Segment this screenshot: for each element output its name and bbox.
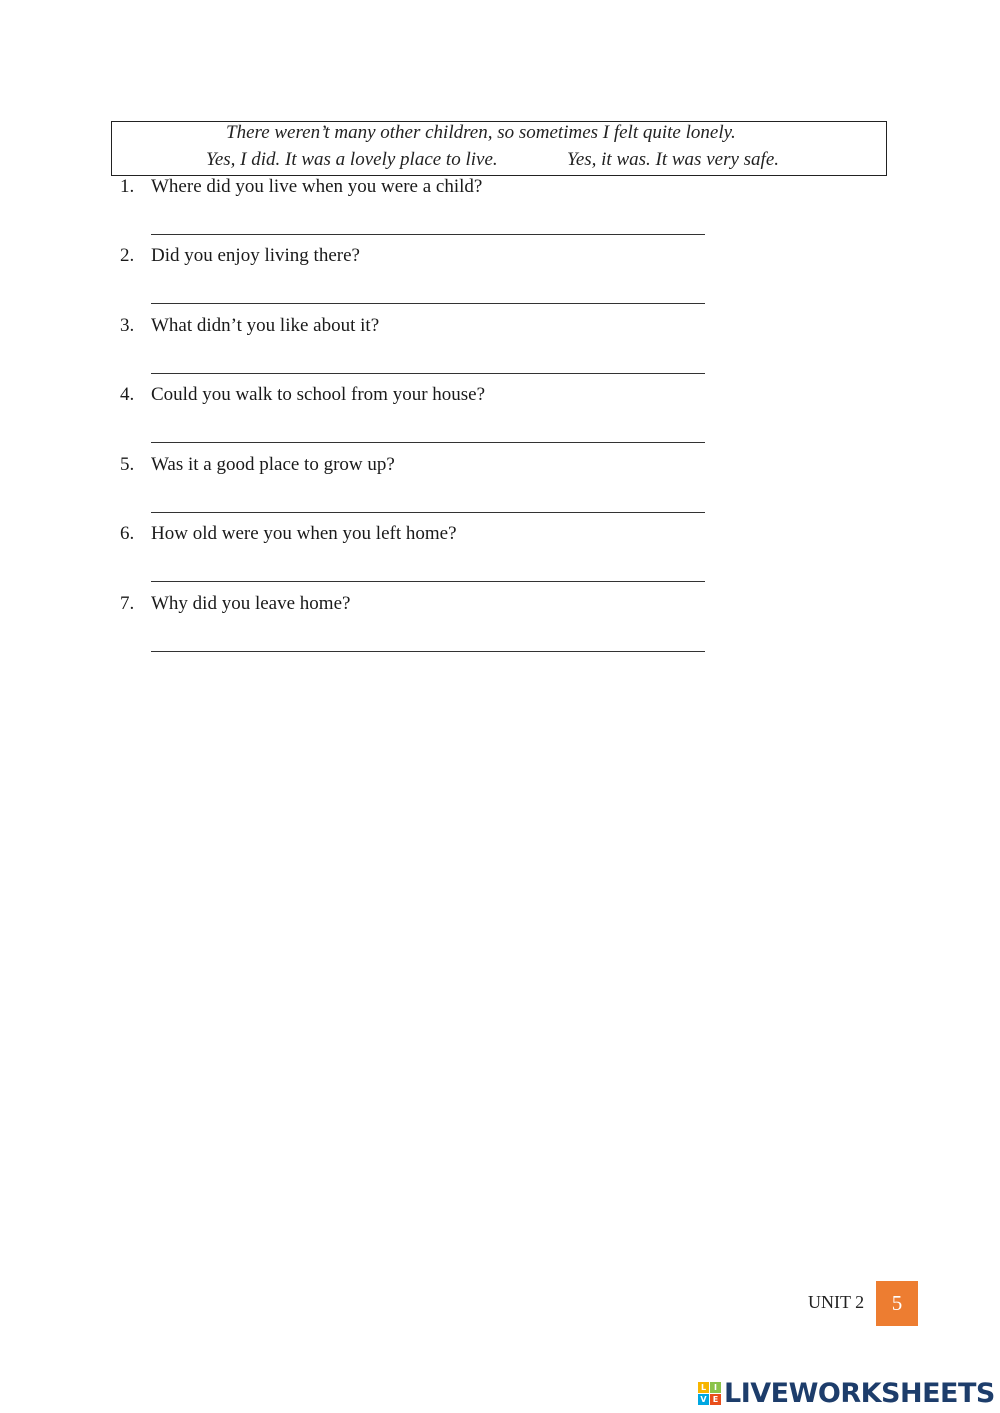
page-number-badge: 5	[876, 1281, 918, 1326]
liveworksheets-logo[interactable]	[698, 1378, 995, 1408]
logo-mark-letter: L	[698, 1382, 709, 1393]
unit-label: UNIT 2	[808, 1292, 865, 1312]
question-number: 7.	[120, 593, 135, 614]
answer-options-box	[111, 121, 887, 176]
answer-line-6[interactable]	[151, 581, 705, 582]
question-number: 1.	[120, 176, 135, 197]
answer-line-7[interactable]	[151, 651, 705, 652]
question-text: What didn’t you like about it?	[151, 315, 380, 336]
question-text: Did you enjoy living there?	[151, 245, 360, 266]
question-text: How old were you when you left home?	[151, 523, 457, 544]
question-3	[120, 315, 379, 337]
liveworksheets-wordmark: LIVEWORKSHEETS	[724, 1377, 995, 1409]
answer-option-lonely: There weren’t many other children, so sometimes I felt quite lonely.	[226, 122, 736, 143]
question-4	[120, 384, 485, 406]
answer-line-3[interactable]	[151, 373, 705, 374]
question-number: 5.	[120, 454, 135, 475]
question-number: 3.	[120, 315, 135, 336]
question-text: Was it a good place to grow up?	[151, 454, 395, 475]
question-text: Where did you live when you were a child?	[151, 176, 483, 197]
logo-mark-letter: V	[698, 1394, 709, 1405]
question-number: 4.	[120, 384, 135, 405]
answer-line-1[interactable]	[151, 234, 705, 235]
question-text: Why did you leave home?	[151, 593, 351, 614]
question-number: 6.	[120, 523, 135, 544]
answer-option-very-safe: Yes, it was. It was very safe.	[567, 149, 779, 170]
answer-option-lovely-place: Yes, I did. It was a lovely place to live.	[206, 149, 498, 170]
answer-line-5[interactable]	[151, 512, 705, 513]
liveworksheets-mark-icon	[698, 1382, 721, 1405]
logo-mark-letter: I	[710, 1382, 721, 1393]
question-7	[120, 593, 350, 615]
question-1	[120, 176, 482, 198]
answer-line-4[interactable]	[151, 442, 705, 443]
logo-mark-letter: E	[710, 1394, 721, 1405]
question-number: 2.	[120, 245, 135, 266]
answer-line-2[interactable]	[151, 303, 705, 304]
question-2	[120, 245, 360, 267]
question-6	[120, 523, 457, 545]
question-5	[120, 454, 395, 476]
question-text: Could you walk to school from your house?	[151, 384, 486, 405]
